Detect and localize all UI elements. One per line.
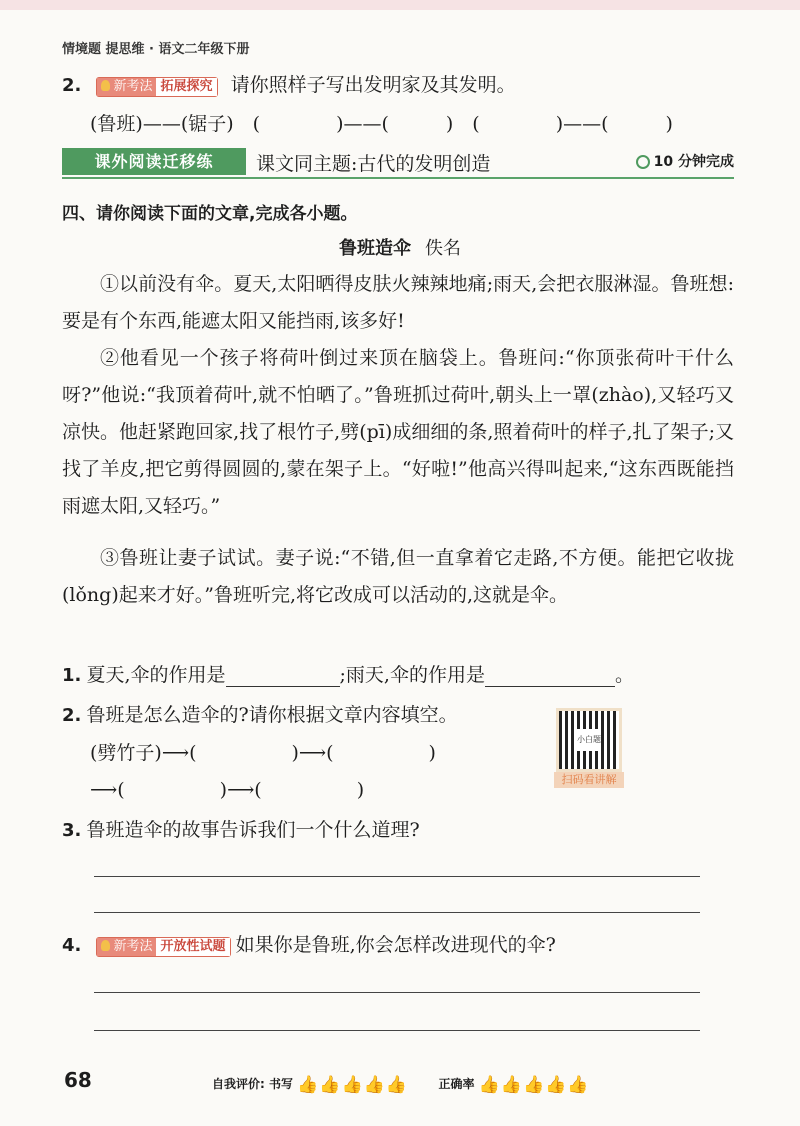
thumb-icon[interactable]: 👍: [385, 1075, 408, 1095]
question-2: 2. 鲁班是怎么造伞的?请你根据文章内容填空。: [62, 704, 458, 726]
question-3: 3. 鲁班造伞的故事告诉我们一个什么道理?: [62, 819, 420, 841]
paragraph-3: ③鲁班让妻子试试。妻子说:“不错,但一直拿着它走路,不方便。能把它收拢(lǒng)起来才好。”鲁班听完,将它改成可以活动的,这就是伞。: [62, 547, 734, 606]
answer-blank-summer[interactable]: [226, 666, 340, 687]
question-number: 2.: [62, 75, 82, 96]
lightbulb-icon: [101, 80, 110, 91]
qr-code[interactable]: 小白题: [556, 708, 622, 772]
timer: 10 分钟完成: [636, 151, 734, 171]
thumb-icon[interactable]: 👍: [478, 1075, 500, 1095]
thumb-icon[interactable]: 👍: [363, 1075, 385, 1095]
process-row-2: ⟶( )⟶( ): [90, 779, 365, 801]
article-title: [0, 234, 800, 260]
banner-label: 课外阅读迁移练: [62, 148, 246, 175]
thumb-icon[interactable]: 👍: [522, 1075, 545, 1095]
paragraph-1: ①以前没有伞。夏天,太阳晒得皮肤火辣辣地痛;雨天,会把衣服淋湿。鲁班想:要是有个东西,能遮太阳又能挡雨,该多好!: [62, 273, 734, 332]
answer-line[interactable]: [94, 876, 700, 877]
new-method-tag: 新考法 拓展探究: [96, 77, 217, 97]
question-4: 4. 新考法 开放性试题 如果你是鲁班,你会怎样改进现代的伞?: [62, 934, 556, 956]
running-header: 情境题 提思维 · 语文二年级下册: [62, 42, 250, 57]
new-method-tag: 新考法 开放性试题: [96, 937, 230, 957]
thumb-icon[interactable]: 👍: [567, 1075, 589, 1095]
self-evaluation: 自我评价: 书写 👍👍👍👍👍 正确率 👍👍👍👍👍: [212, 1075, 589, 1095]
answer-blank-rain[interactable]: [485, 666, 615, 687]
answer-line[interactable]: [94, 992, 700, 993]
section-heading: 四、请你阅读下面的文章,完成各小题。: [62, 204, 358, 224]
thumb-icon[interactable]: 👍: [341, 1075, 363, 1095]
inventor-example-row: (鲁班)——(锯子) ( )——( ) ( )——( ): [90, 113, 673, 135]
author: 佚名: [425, 238, 461, 259]
clock-icon: [636, 155, 650, 169]
paragraph-2: ②他看见一个孩子将荷叶倒过来顶在脑袋上。鲁班问:“你顶张荷叶干什么呀?”他说:“我顶着荷叶,就不怕晒了。”鲁班抓过荷叶,朝头上一罩(zhào),又轻巧又凉快。他赶紧跑回家,找了根竹子,劈(pī)成细细的条,照着荷叶的样子,扎了架子;又找了羊皮,把它剪得圆圆的,蒙在架子上。“好啦!”他高兴得叫起来,“这东西既能挡雨遮太阳,又轻巧。”: [62, 347, 734, 517]
thumb-icon[interactable]: 👍: [297, 1075, 319, 1095]
answer-line[interactable]: [94, 1030, 700, 1031]
banner-topic: 课文同主题:古代的发明创造: [256, 153, 491, 175]
qr-caption: 扫码看讲解: [554, 772, 624, 788]
page-number: 68: [64, 1068, 92, 1092]
answer-line[interactable]: [94, 912, 700, 913]
process-row-1: (劈竹子)⟶( )⟶( ): [90, 742, 436, 764]
question-2-top: [62, 70, 516, 97]
top-color-strip: [0, 0, 800, 10]
reading-banner: [62, 147, 734, 179]
lightbulb-icon: [101, 940, 110, 951]
thumb-icon[interactable]: 👍: [545, 1075, 567, 1095]
thumb-icon[interactable]: 👍: [500, 1075, 522, 1095]
thumb-icon[interactable]: 👍: [319, 1075, 341, 1095]
question-1: 1. 夏天,伞的作用是 ;雨天,伞的作用是 。: [62, 664, 634, 686]
question-prompt: 请你照样子写出发明家及其发明。: [230, 74, 516, 96]
title-text: 鲁班造伞: [339, 238, 411, 259]
